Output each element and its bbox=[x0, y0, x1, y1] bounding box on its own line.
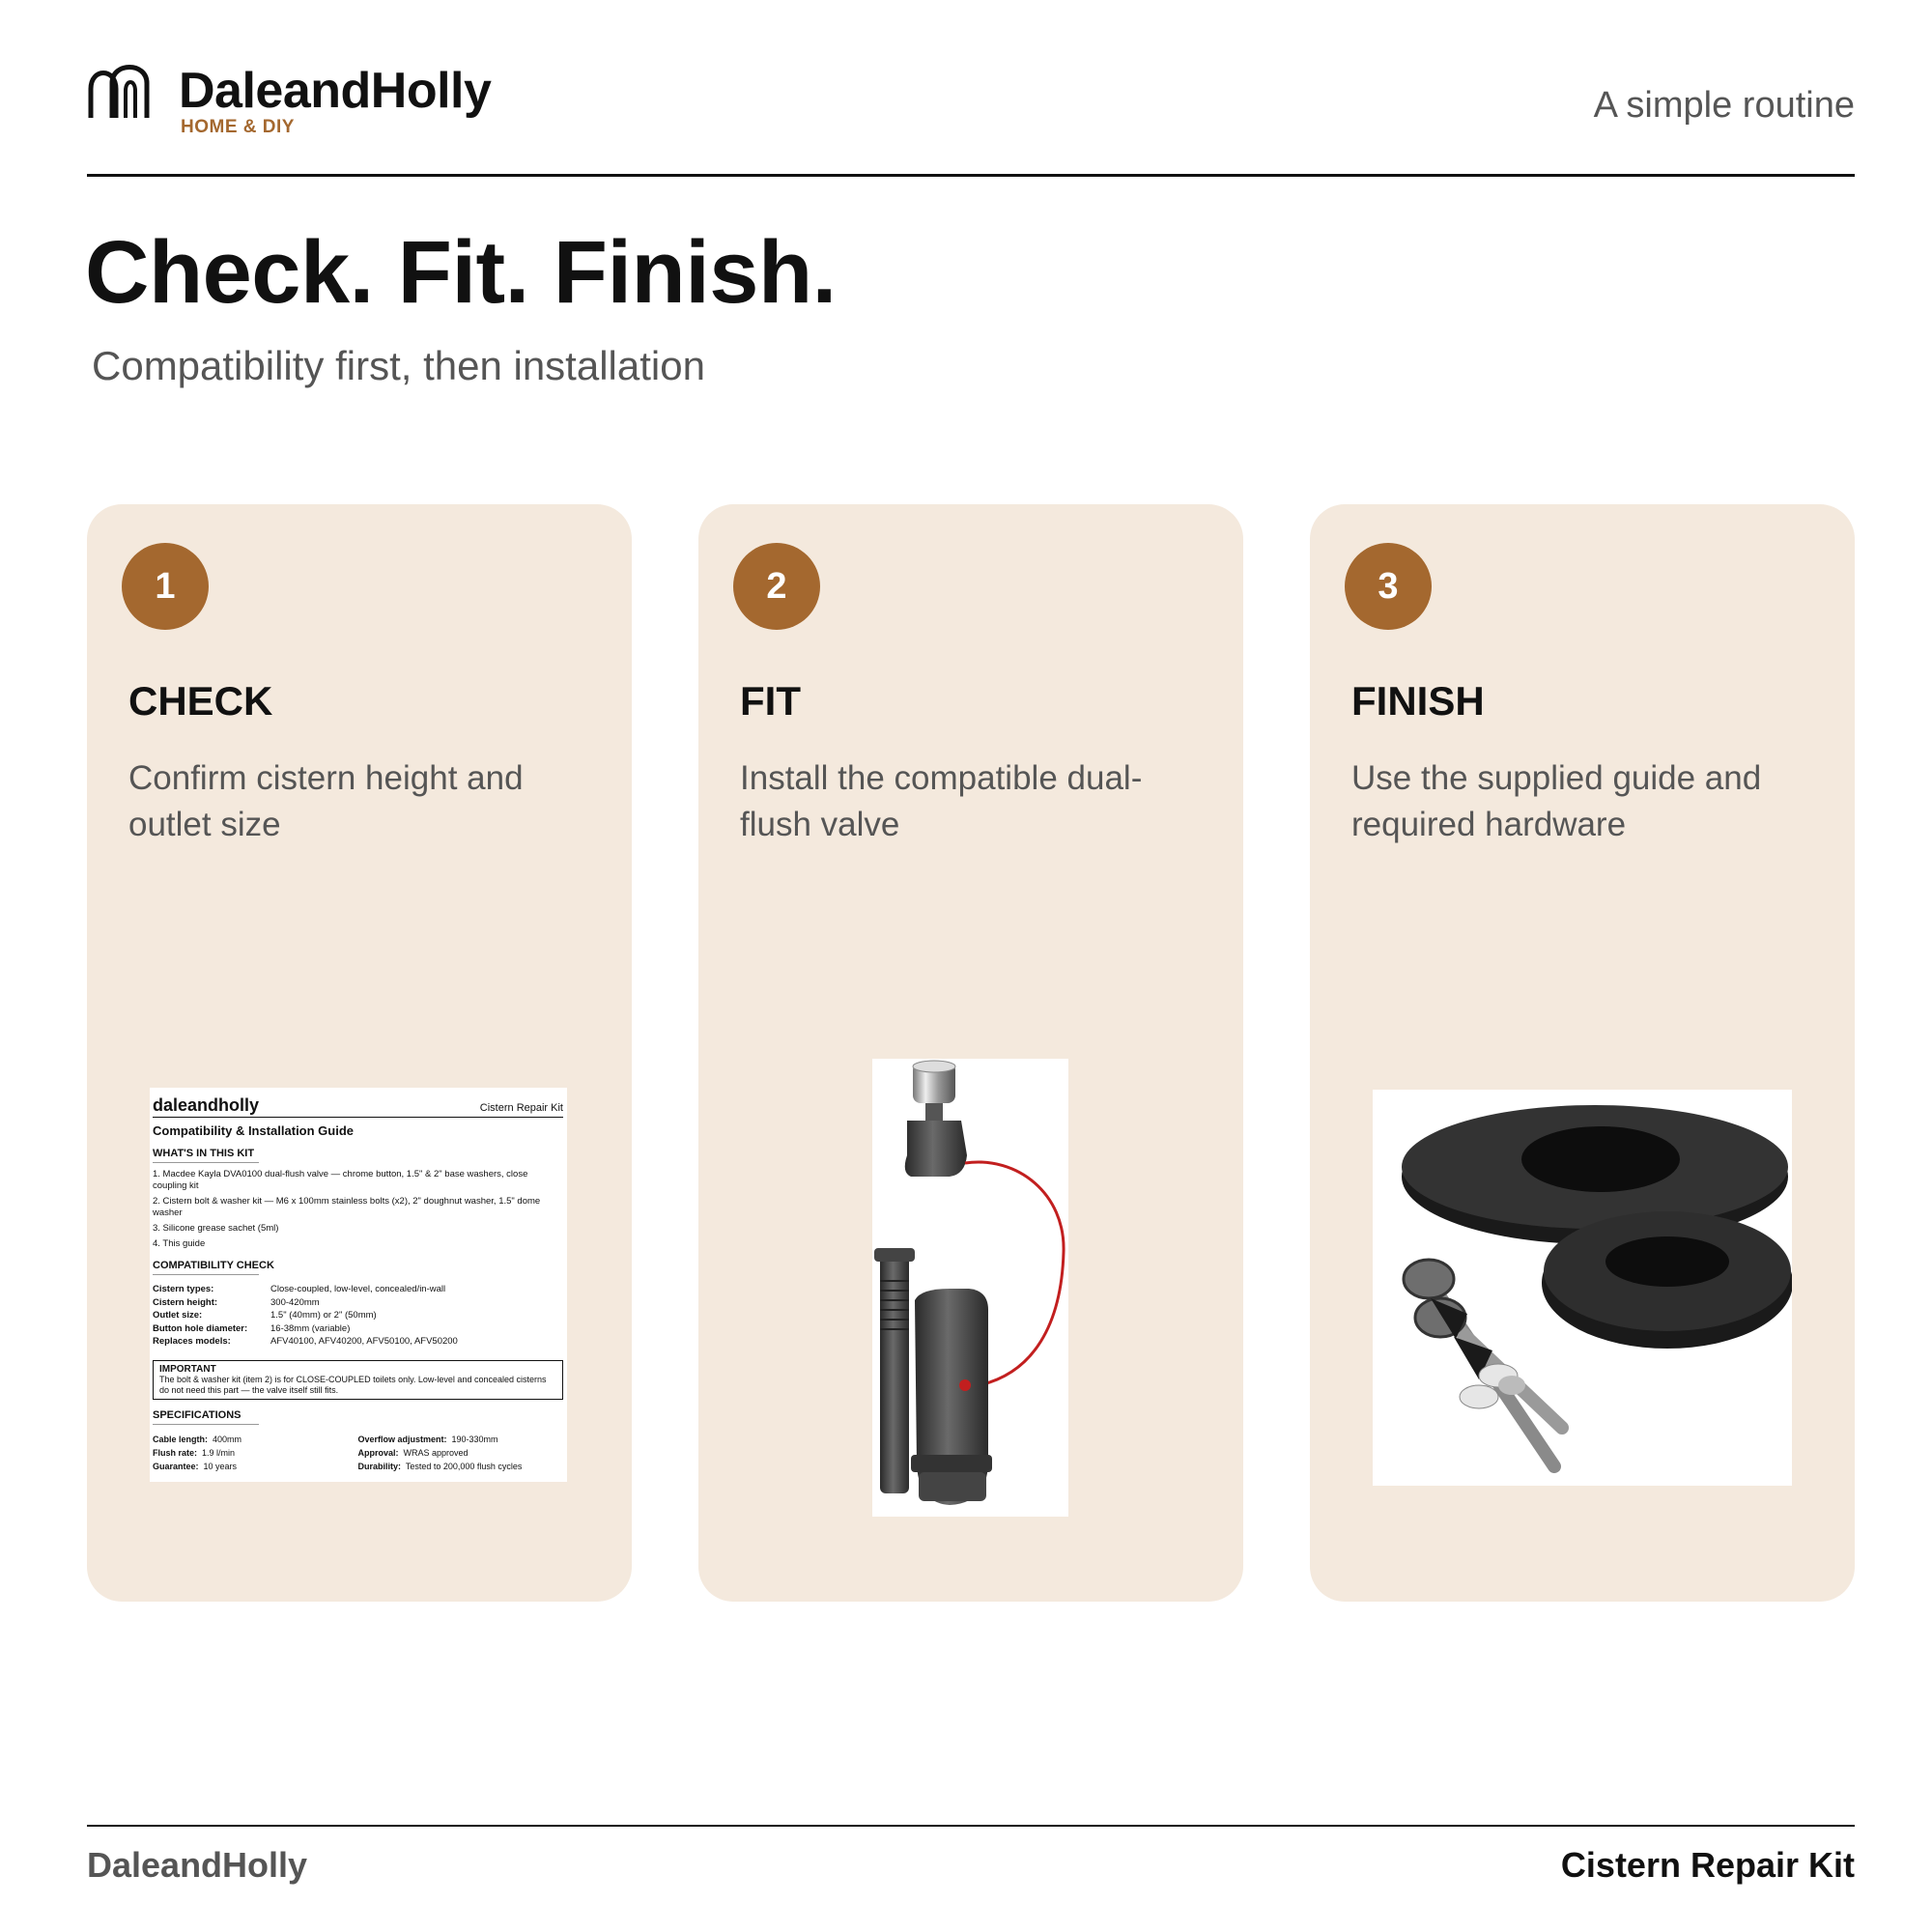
brand-tag: HOME & DIY bbox=[181, 117, 295, 137]
page-subtitle: Compatibility first, then installation bbox=[92, 343, 705, 388]
step-number-badge: 2 bbox=[733, 543, 820, 630]
table-row bbox=[153, 1309, 563, 1322]
table-key: Button hole diameter: bbox=[153, 1322, 248, 1334]
washers-and-bolts-image bbox=[1373, 1090, 1792, 1486]
step-description: Install the compatible dual-flush valve bbox=[740, 759, 1143, 843]
spec-row bbox=[358, 1460, 564, 1473]
spec-value: 10 years bbox=[203, 1461, 238, 1471]
spec-key: Guarantee: bbox=[153, 1461, 199, 1471]
compatibility-table bbox=[153, 1283, 563, 1349]
guide-section-heading: SPECIFICATIONS bbox=[153, 1409, 259, 1425]
table-row bbox=[153, 1322, 563, 1336]
step-card-check bbox=[87, 504, 632, 1602]
step-number-badge: 1 bbox=[122, 543, 209, 630]
guide-title: Compatibility & Installation Guide bbox=[153, 1123, 355, 1138]
spec-key: Approval: bbox=[357, 1447, 399, 1458]
table-key: Replaces models: bbox=[153, 1336, 231, 1347]
spec-key: Cable length: bbox=[153, 1434, 209, 1444]
header-divider bbox=[87, 174, 1855, 177]
table-row bbox=[153, 1335, 563, 1349]
tagline: A simple routine bbox=[1593, 85, 1855, 126]
page-title: Check. Fit. Finish. bbox=[85, 223, 837, 322]
table-key: Cistern height: bbox=[153, 1296, 218, 1308]
footer-divider bbox=[87, 1825, 1855, 1827]
list-item: 3. Silicone grease sachet (5ml) bbox=[153, 1223, 279, 1234]
table-key: Cistern types: bbox=[153, 1284, 214, 1294]
table-value: AFV40100, AFV40200, AFV50100, AFV50200 bbox=[270, 1336, 458, 1347]
step-title: FIT bbox=[740, 678, 801, 724]
spec-value: 190-330mm bbox=[451, 1434, 498, 1444]
brand-name: DaleandHolly bbox=[179, 63, 492, 119]
guide-document-image bbox=[150, 1088, 567, 1482]
table-value: 1.5" (40mm) or 2" (50mm) bbox=[270, 1310, 377, 1321]
guide-header bbox=[153, 1095, 563, 1118]
table-row bbox=[153, 1283, 563, 1296]
step-description: Use the supplied guide and required hardware bbox=[1351, 759, 1762, 843]
spec-row bbox=[153, 1446, 358, 1460]
header bbox=[87, 58, 1855, 174]
arch-logo-icon bbox=[87, 62, 155, 120]
step-card-finish bbox=[1310, 504, 1855, 1602]
spec-value: WRAS approved bbox=[403, 1447, 469, 1458]
spec-key: Flush rate: bbox=[153, 1447, 198, 1458]
step-description: Confirm cistern height and outlet size bbox=[128, 759, 524, 843]
step-card-fit bbox=[698, 504, 1243, 1602]
list-item: 4. This guide bbox=[153, 1238, 206, 1249]
spec-value: Tested to 200,000 flush cycles bbox=[405, 1461, 523, 1471]
guide-brand: daleandholly bbox=[153, 1095, 260, 1115]
table-row bbox=[153, 1296, 563, 1310]
spec-key: Overflow adjustment: bbox=[357, 1434, 447, 1444]
spec-row bbox=[153, 1433, 358, 1446]
guide-contents-list bbox=[153, 1169, 563, 1250]
guide-section-heading: COMPATIBILITY CHECK bbox=[153, 1260, 259, 1275]
spec-row bbox=[358, 1433, 564, 1446]
spec-row bbox=[153, 1460, 358, 1473]
table-key: Outlet size: bbox=[153, 1310, 203, 1321]
table-value: 300-420mm bbox=[270, 1296, 320, 1308]
valve-illustration bbox=[872, 1059, 1068, 1517]
table-value: 16-38mm (variable) bbox=[270, 1322, 351, 1334]
footer-brand: DaleandHolly bbox=[87, 1845, 308, 1885]
specifications-table bbox=[153, 1433, 563, 1473]
important-heading: IMPORTANT bbox=[159, 1363, 216, 1375]
spec-value: 400mm bbox=[213, 1434, 242, 1444]
spec-row bbox=[358, 1446, 564, 1460]
step-number-badge: 3 bbox=[1345, 543, 1432, 630]
spec-value: 1.9 l/min bbox=[202, 1447, 236, 1458]
table-value: Close-coupled, low-level, concealed/in-wall bbox=[270, 1284, 446, 1294]
step-title: CHECK bbox=[128, 678, 273, 724]
spec-key: Durability: bbox=[357, 1461, 402, 1471]
step-title: FINISH bbox=[1351, 678, 1485, 724]
list-item: 2. Cistern bolt & washer kit — M6 x 100mm stainless bolts (x2), 2" doughnut washer, 1.5" dome washer bbox=[153, 1196, 541, 1218]
hardware-illustration bbox=[1373, 1090, 1792, 1486]
guide-kit-name: Cistern Repair Kit bbox=[479, 1102, 563, 1114]
footer-product-name: Cistern Repair Kit bbox=[1560, 1845, 1855, 1885]
important-text: The bolt & washer kit (item 2) is for CLOSE-COUPLED toilets only. Low-level and concealed cisterns do not need this part — the valve itself still fits. bbox=[159, 1374, 547, 1395]
dual-flush-valve-image bbox=[872, 1059, 1068, 1517]
guide-section-heading: WHAT'S IN THIS KIT bbox=[153, 1148, 259, 1163]
important-notice bbox=[153, 1360, 563, 1400]
list-item: 1. Macdee Kayla DVA0100 dual-flush valve — chrome button, 1.5" & 2" base washers, close coupling kit bbox=[153, 1169, 528, 1191]
